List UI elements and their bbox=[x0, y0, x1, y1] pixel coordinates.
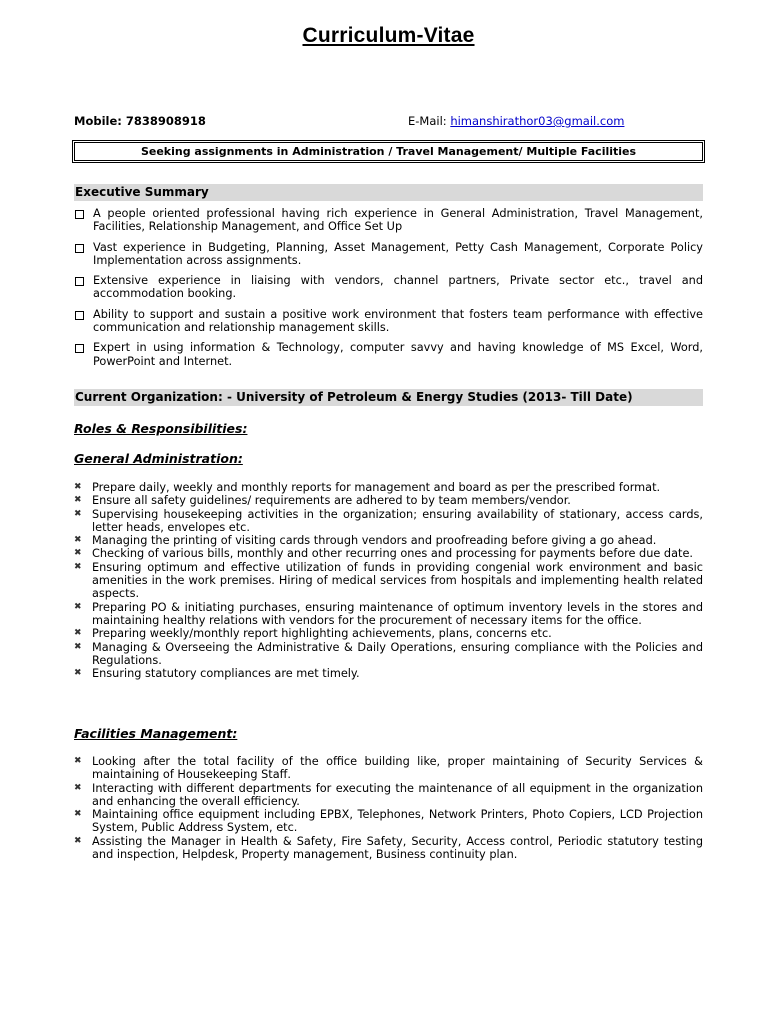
list-item: ✖ Supervising housekeeping activities in the organization; ensuring availability of stationary, access cards, letter heads, envelopes etc. bbox=[74, 507, 703, 534]
list-item: ✖ Maintaining office equipment including EPBX, Telephones, Network Printers, Photo Copiers, LCD Projection System, Public Address System, etc. bbox=[74, 808, 703, 835]
list-item: ✖ Ensure all safety guidelines/ requirements are adhered to by team members/vendor. bbox=[74, 494, 571, 508]
diamond-bullet-icon: ✖ bbox=[74, 508, 82, 519]
list-item: ✖ Preparing weekly/monthly report highlighting achievements, plans, concerns etc. bbox=[74, 627, 552, 641]
list-item: Extensive experience in liaising with vendors, channel partners, Private sector etc., travel and accommodation booking. bbox=[74, 274, 703, 301]
diamond-bullet-icon: ✖ bbox=[74, 641, 82, 652]
list-item: ✖ Checking of various bills, monthly and other recurring ones and processing for payments before due date. bbox=[74, 547, 693, 561]
list-item: ✖ Managing the printing of visiting cards through vendors and proofreading before giving a go ahead. bbox=[74, 534, 657, 548]
objective-box: Seeking assignments in Administration / Travel Management/ Multiple Facilities bbox=[74, 142, 703, 161]
checkbox-bullet-icon bbox=[75, 244, 84, 253]
list-item: ✖ Ensuring statutory compliances are met timely. bbox=[74, 667, 360, 681]
diamond-bullet-icon: ✖ bbox=[74, 782, 82, 793]
list-item: Ability to support and sustain a positive work environment that fosters team performance with effective communication and relationship management skills. bbox=[74, 308, 703, 335]
list-item: A people oriented professional having rich experience in General Administration, Travel Management, Facilities, Relationship Management, and Office Set Up bbox=[74, 207, 703, 234]
diamond-bullet-icon: ✖ bbox=[74, 668, 82, 679]
mobile-number: Mobile: 7838908918 bbox=[74, 114, 206, 128]
facilities-management-list bbox=[74, 755, 703, 861]
list-item: Expert in using information & Technology, computer savvy and having knowledge of MS Excel, Word, PowerPoint and Internet. bbox=[74, 341, 703, 368]
diamond-bullet-icon: ✖ bbox=[74, 535, 82, 546]
list-item: ✖ Preparing PO & initiating purchases, ensuring maintenance of optimum inventory levels in the stores and maintaining healthy relations with vendors for the procurement of necessary items for the office. bbox=[74, 600, 703, 627]
roles-heading: Roles & Responsibilities: bbox=[74, 421, 248, 436]
email-link[interactable]: himanshirathor03@gmail.com bbox=[450, 114, 625, 128]
diamond-bullet-icon: ✖ bbox=[74, 561, 82, 572]
list-item: ✖ Managing & Overseeing the Administrative & Daily Operations, ensuring compliance with the Policies and Regulations. bbox=[74, 640, 703, 667]
email-label: E-Mail: bbox=[408, 114, 451, 128]
document-title: Curriculum-Vitae bbox=[302, 24, 475, 47]
diamond-bullet-icon: ✖ bbox=[74, 835, 82, 846]
general-administration-list bbox=[74, 481, 703, 680]
executive-summary-list bbox=[74, 207, 703, 368]
diamond-bullet-icon: ✖ bbox=[74, 548, 82, 559]
list-item: ✖ Assisting the Manager in Health & Safety, Fire Safety, Security, Access control, Periodic statutory testing and inspection, Helpdesk, Property management, Business continuity plan. bbox=[74, 834, 703, 862]
executive-summary-heading: Executive Summary bbox=[74, 184, 703, 201]
list-item: Vast experience in Budgeting, Planning, Asset Management, Petty Cash Management, Corporate Policy Implementation across assignments. bbox=[74, 241, 703, 268]
list-item: ✖ Looking after the total facility of the office building like, proper maintaining of Security Services & maintaining of Housekeeping Staff. bbox=[74, 755, 703, 782]
general-administration-heading: General Administration: bbox=[74, 451, 243, 466]
diamond-bullet-icon: ✖ bbox=[74, 628, 82, 639]
diamond-bullet-icon: ✖ bbox=[74, 482, 82, 492]
list-item: ✖ Interacting with different departments for executing the maintenance of all equipment in the organization and enhancing the overall efficiency. bbox=[74, 781, 703, 808]
email-block bbox=[408, 114, 624, 128]
checkbox-bullet-icon bbox=[75, 344, 84, 353]
diamond-bullet-icon: ✖ bbox=[74, 601, 82, 612]
list-item: ✖ Ensuring optimum and effective utilization of funds in providing congenial work environment and basic amenities in the work premises. Hiring of medical services from hospitals and implementing health related aspects. bbox=[74, 560, 703, 601]
checkbox-bullet-icon bbox=[75, 311, 84, 320]
list-item: ✖ Prepare daily, weekly and monthly reports for management and board as per the prescribed format. bbox=[74, 481, 661, 494]
checkbox-bullet-icon bbox=[75, 277, 84, 286]
facilities-management-heading: Facilities Management: bbox=[74, 726, 238, 741]
diamond-bullet-icon: ✖ bbox=[74, 809, 82, 820]
current-organization-heading: Current Organization: - University of Petroleum & Energy Studies (2013- Till Date) bbox=[74, 389, 703, 406]
checkbox-bullet-icon bbox=[75, 210, 84, 219]
diamond-bullet-icon: ✖ bbox=[74, 495, 82, 506]
diamond-bullet-icon: ✖ bbox=[74, 756, 82, 766]
